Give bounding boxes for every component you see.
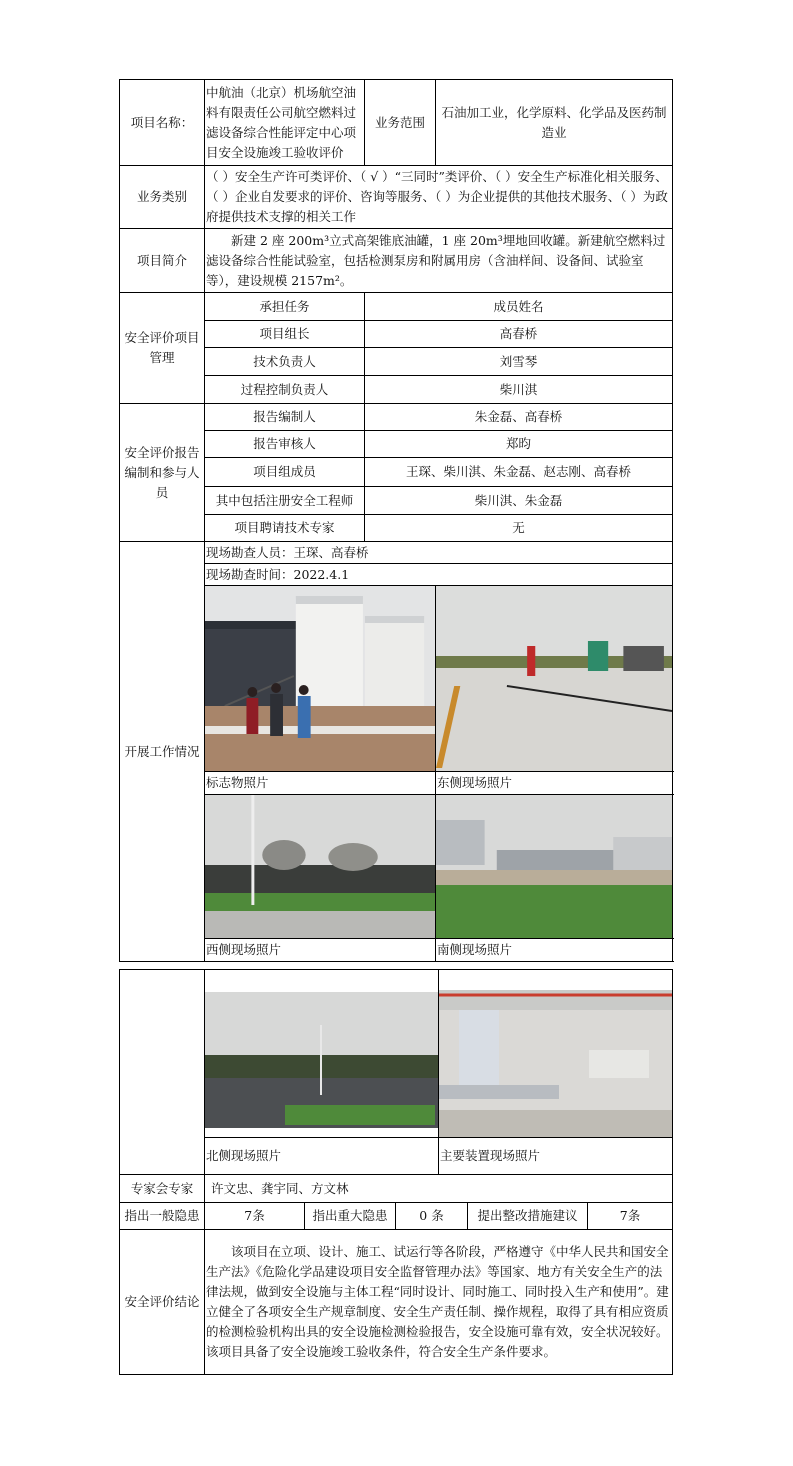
west-photo (205, 795, 435, 938)
management-member: 柴川淇 (365, 376, 673, 404)
south-photo (436, 795, 672, 938)
landmark-photo (205, 586, 435, 771)
scope-value: 石油加工业，化学原料、化学品及医药制造业 (436, 80, 673, 166)
conclusion-text: 该项目在立项、设计、施工、试运行等各阶段，严格遵守《中华人民共和国安全生产法》《危险化学品建设项目安全监督管理办法》等国家、地方有关安全生产的法律法规，做到安全设施与主体工程“同时设计、同时施工、同时投入生产和使用”。建立健全了各项安全生产规章制度、安全生产责任制、操作规程，取得了具有相应资质的检测检验机构出具的安全设施检测检验报告，安全设施可靠有效，安全状况较好。该项目具备了安全设施竣工验收条件，符合安全生产条件要求。 (205, 1230, 673, 1375)
report-task: 项目组成员 (205, 458, 365, 487)
landmark-photo-cell (205, 586, 436, 772)
suggestion-count: 7条 (588, 1203, 673, 1230)
report-member: 柴川淇、朱金磊 (365, 487, 673, 515)
east-photo-cell (436, 586, 673, 772)
experts-names: 许文忠、龚宇同、方文林 (205, 1175, 673, 1203)
evaluation-table-continued (119, 969, 673, 1375)
management-member: 高春桥 (365, 321, 673, 348)
experts-label: 专家会专家 (120, 1175, 205, 1203)
west-photo-cell (205, 795, 436, 939)
south-caption: 南侧现场照片 (436, 939, 673, 962)
report-member: 郑昀 (365, 431, 673, 458)
photo-label-cell (120, 970, 205, 1175)
management-task: 项目组长 (205, 321, 365, 348)
west-caption: 西侧现场照片 (205, 939, 436, 962)
main-caption: 主要装置现场照片 (439, 1138, 673, 1175)
general-hazard-count: 7条 (205, 1203, 305, 1230)
report-task: 报告编制人 (205, 404, 365, 431)
main-photo-cell (439, 970, 673, 1138)
suggestion-label: 提出整改措施建议 (468, 1203, 588, 1230)
category-label: 业务类别 (120, 166, 205, 229)
east-caption: 东侧现场照片 (436, 772, 673, 795)
conclusion-label: 安全评价结论 (120, 1230, 205, 1375)
col-member-header: 成员姓名 (365, 293, 673, 321)
north-caption: 北侧现场照片 (205, 1138, 439, 1175)
report-member: 王琛、柴川淇、朱金磊、赵志刚、高春桥 (365, 458, 673, 487)
survey-time: 现场勘查时间：2022.4.1 (205, 564, 673, 586)
col-task-header: 承担任务 (205, 293, 365, 321)
management-task: 技术负责人 (205, 348, 365, 376)
intro-text: 新建 2 座 200m³立式高架锥底油罐，1 座 20m³埋地回收罐。新建航空燃料过滤设备综合性能试验室，包括检测泵房和附属用房（含油样间、设备间、试验室等），建设规模 2157m²。 (205, 229, 673, 293)
category-text: （ ）安全生产许可类评价、（ √ ）“三同时”类评价、（ ）安全生产标准化相关服务、（ ）企业自发要求的评价、咨询等服务、（ ）为企业提供的其他技术服务、（ ）为政府提供技术支撑的相关工作 (205, 166, 673, 229)
major-hazard-count: 0 条 (396, 1203, 468, 1230)
north-photo-cell (205, 970, 439, 1138)
project-name: 中航油（北京）机场航空油料有限责任公司航空燃料过滤设备综合性能评定中心项目安全设施竣工验收评价 (205, 80, 365, 166)
east-photo (436, 586, 672, 771)
landmark-caption: 标志物照片 (205, 772, 436, 795)
work-label: 开展工作情况 (120, 542, 205, 962)
report-task: 项目聘请技术专家 (205, 515, 365, 542)
report-team-label: 安全评价报告编制和参与人员 (120, 404, 205, 542)
south-photo-cell (436, 795, 673, 939)
intro-label: 项目简介 (120, 229, 205, 293)
surveyors: 现场勘查人员：王琛、高春桥 (205, 542, 673, 564)
management-member: 刘雪琴 (365, 348, 673, 376)
main-photo (439, 970, 672, 1137)
general-hazard-label: 指出一般隐患 (120, 1203, 205, 1230)
project-name-label: 项目名称： (120, 80, 205, 166)
management-label: 安全评价项目管理 (120, 293, 205, 404)
scope-label: 业务范围 (365, 80, 436, 166)
document-page (119, 79, 672, 1375)
report-member: 朱金磊、高春桥 (365, 404, 673, 431)
report-task: 其中包括注册安全工程师 (205, 487, 365, 515)
report-task: 报告审核人 (205, 431, 365, 458)
major-hazard-label: 指出重大隐患 (305, 1203, 396, 1230)
evaluation-table (119, 79, 673, 962)
north-photo (205, 970, 438, 1137)
report-member: 无 (365, 515, 673, 542)
management-task: 过程控制负责人 (205, 376, 365, 404)
